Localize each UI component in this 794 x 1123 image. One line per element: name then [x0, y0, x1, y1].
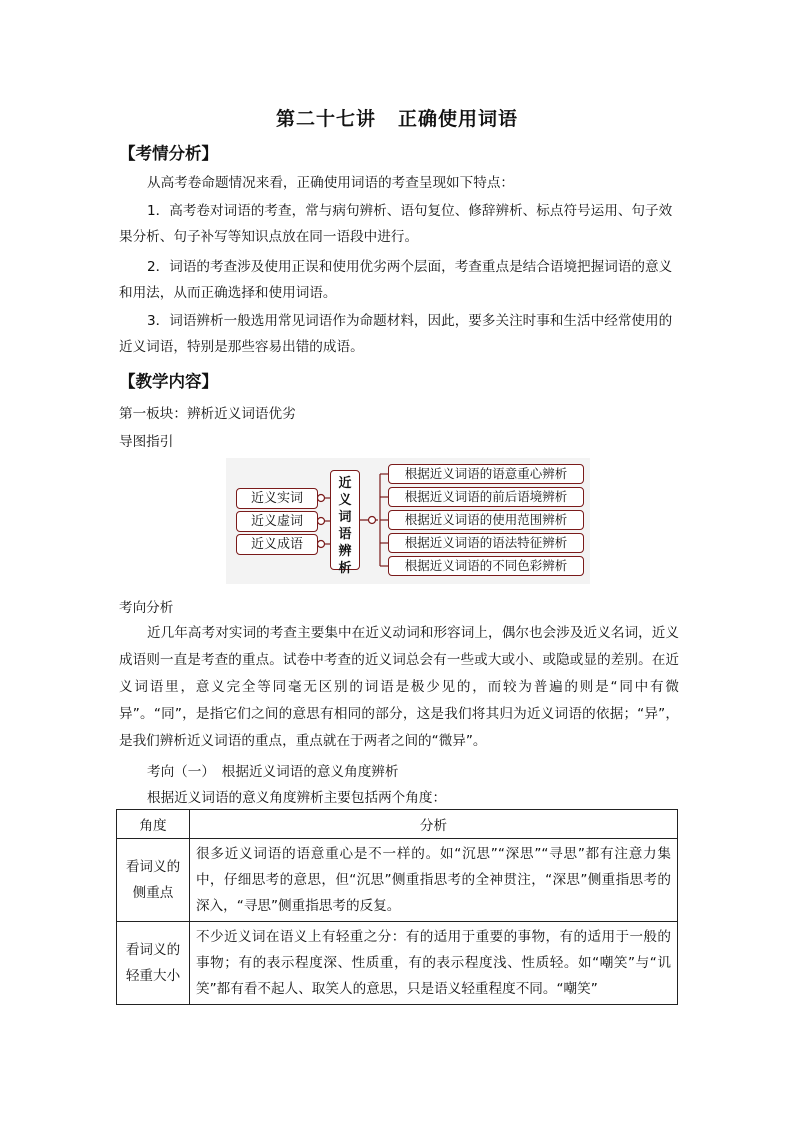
mm-branch-3: 根据近义词语的使用范围辨析 [388, 510, 584, 530]
section-heading-content: 【教学内容】 [119, 372, 218, 391]
table-cell-angle [117, 839, 190, 922]
mm-center-char: 语 [338, 527, 352, 542]
mm-node-function-words: 近义虚词 [236, 511, 318, 532]
table-cell-angle [117, 922, 190, 1005]
table-row [117, 839, 678, 922]
angle-line: 侧重点 [132, 885, 174, 901]
title-topic: 正确使用词语 [398, 108, 519, 130]
mm-center-char: 辨 [338, 544, 352, 559]
analysis-label: 考向分析 [119, 600, 174, 616]
direction-heading: 考向（一） 根据近义词语的意义角度辨析 [147, 764, 399, 780]
mm-center-char: 词 [338, 510, 352, 525]
section-heading-analysis: 【考情分析】 [119, 144, 218, 163]
point-1: 1．高考卷对词语的考查，常与病句辨析、语句复位、修辞辨析、标点符号运用、句子效果分析、句子补写等知识点放在同一语段中进行。 [119, 203, 673, 245]
direction-intro: 根据近义词语的意义角度辨析主要包括两个角度： [147, 790, 447, 806]
title-lecture-number: 第二十七讲 [275, 108, 376, 130]
mm-branch-2: 根据近义词语的前后语境辨析 [388, 487, 584, 507]
mind-map [226, 458, 590, 584]
point-2: 2．词语的考查涉及使用正误和使用优劣两个层面，考查重点是结合语境把握词语的意义和用法，从而正确选择和使用词语。 [119, 259, 673, 301]
mm-node-idioms: 近义成语 [236, 534, 318, 555]
mm-center-char: 义 [338, 493, 352, 508]
table-header-angle: 角度 [117, 810, 190, 839]
block-title: 第一板块：辨析近义词语优劣 [119, 406, 296, 422]
guide-label: 导图指引 [119, 434, 174, 450]
table-cell-analysis: 不少近义词在语义上有轻重之分：有的适用于重要的事物，有的适用于一般的事物；有的表示程度深、性质重，有的表示程度浅、性质轻。如“嘲笑”与“讥笑”都有看不起人、取笑人的意思，只是语义轻重程度不同。“嘲笑” [190, 922, 678, 1005]
analysis-table [116, 809, 678, 1005]
table-header-row [117, 810, 678, 839]
page-title [0, 104, 794, 131]
mm-center-node [330, 470, 360, 576]
mm-center-char: 近 [338, 476, 352, 491]
angle-line: 看词义的 [125, 859, 181, 875]
mm-branch-4: 根据近义词语的语法特征辨析 [388, 533, 584, 553]
table-cell-analysis: 很多近义词语的语意重心是不一样的。如“沉思”“深思”“寻思”都有注意力集中，仔细思考的意思，但“沉思”侧重指思考的全神贯注，“深思”侧重指思考的深入，“寻思”侧重指思考的反复。 [190, 839, 678, 922]
mm-node-real-words: 近义实词 [236, 488, 318, 509]
table-row [117, 922, 678, 1005]
mm-center-char: 析 [338, 561, 352, 576]
mm-branch-5: 根据近义词语的不同色彩辨析 [388, 556, 584, 576]
mm-branch-1: 根据近义词语的语意重心辨析 [388, 464, 584, 484]
angle-line: 看词义的 [125, 942, 181, 958]
intro-paragraph: 从高考卷命题情况来看，正确使用词语的考查呈现如下特点： [147, 175, 515, 191]
table-header-analysis: 分析 [190, 810, 678, 839]
angle-line: 轻重大小 [125, 968, 181, 984]
point-3: 3．词语辨析一般选用常见词语作为命题材料，因此，要多关注时事和生活中经常使用的近义词语，特别是那些容易出错的成语。 [119, 313, 673, 355]
analysis-paragraph: 近几年高考对实词的考查主要集中在近义动词和形容词上，偶尔也会涉及近义名词，近义成语则一直是考查的重点。试卷中考查的近义词总会有一些或大或小、或隐或显的差别。在近义词语里，意义完全等同毫无区别的词语是极少见的，而较为普遍的则是“同中有微异”。“同”，是指它们之间的意思有相同的部分，这是我们将其归为近义词语的依据；“异”，是我们辨析近义词语的重点，重点就在于两者之间的“微异”。 [119, 625, 679, 749]
